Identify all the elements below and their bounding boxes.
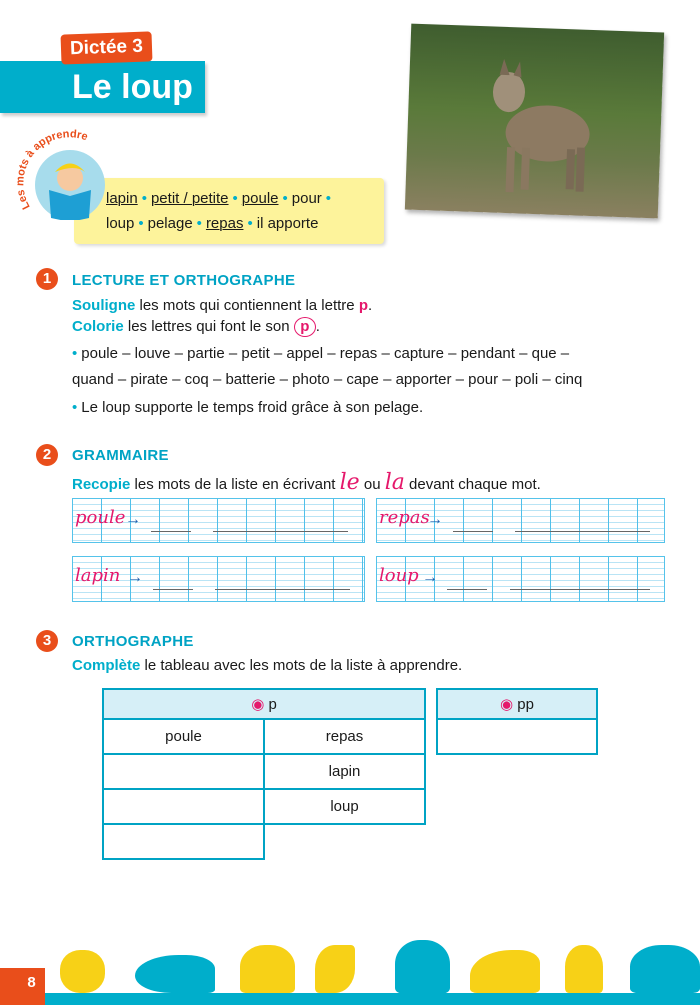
word-to-learn: pour bbox=[291, 190, 322, 207]
table-cell[interactable]: poule bbox=[103, 719, 264, 754]
page-title: Le loup bbox=[72, 68, 193, 106]
writing-area-loup[interactable]: loup → bbox=[376, 556, 665, 602]
section-number-2: 2 bbox=[36, 444, 58, 466]
bullet-separator: • bbox=[196, 215, 202, 232]
bullet-separator: • bbox=[325, 190, 332, 207]
page-number: 8 bbox=[0, 968, 45, 1005]
instruction-color: Colorie les lettres qui font le son p . bbox=[72, 318, 320, 335]
sentence: • Le loup supporte le temps froid grâce à son pelage. bbox=[72, 399, 424, 416]
word-to-learn: loup bbox=[106, 215, 135, 232]
word-to-learn: il apporte bbox=[256, 215, 319, 232]
eye-icon: ◉ bbox=[251, 696, 265, 713]
bullet-separator: • bbox=[282, 190, 288, 207]
table-pp bbox=[436, 688, 598, 755]
word-to-learn: poule bbox=[241, 190, 279, 207]
bullet-separator: • bbox=[247, 215, 253, 232]
table-p bbox=[102, 688, 426, 860]
table-cell[interactable]: lapin bbox=[264, 754, 425, 789]
writing-area-lapin[interactable]: lapin → bbox=[72, 556, 365, 602]
word-list-line-1: • poule – louve – partie – petit – appel – repas – capture – pendant – que – bbox=[72, 345, 570, 362]
wolf-image bbox=[475, 56, 600, 200]
table-cell[interactable] bbox=[437, 719, 597, 754]
instruction-complete: Complète le tableau avec les mots de la liste à apprendre. bbox=[72, 657, 463, 674]
bullet-separator: • bbox=[138, 215, 144, 232]
section-number-1: 1 bbox=[36, 268, 58, 290]
instruction-copy: Recopie les mots de la liste en écrivant le ou la devant chaque mot. bbox=[72, 470, 541, 495]
section-number-3: 3 bbox=[36, 630, 58, 652]
bullet-separator: • bbox=[141, 190, 147, 207]
table-cell[interactable]: loup bbox=[264, 789, 425, 824]
section-title-2: GRAMMAIRE bbox=[72, 447, 169, 464]
sound-p-badge: p bbox=[294, 317, 316, 337]
table-cell[interactable] bbox=[103, 754, 264, 789]
table-p-header: ◉ p bbox=[103, 689, 425, 719]
word-to-learn: lapin bbox=[106, 190, 138, 207]
dictation-tag: Dictée 3 bbox=[61, 31, 153, 64]
instruction-underline: Souligne les mots qui contiennent la lettre p. bbox=[72, 297, 373, 314]
section-title-3: ORTHOGRAPHE bbox=[72, 633, 194, 650]
words-to-learn-label bbox=[14, 120, 130, 230]
word-to-learn: pelage bbox=[147, 215, 193, 232]
word-to-learn: repas bbox=[205, 215, 244, 232]
table-pp-header: ◉ pp bbox=[437, 689, 597, 719]
word-list-line-2: quand – pirate – coq – batterie – photo – cape – apporter – pour – poli – cinq bbox=[72, 371, 583, 388]
eye-icon: ◉ bbox=[500, 696, 514, 713]
footer-strip bbox=[0, 993, 700, 1005]
writing-area-repas[interactable]: repas → bbox=[376, 498, 665, 543]
bullet-separator: • bbox=[232, 190, 238, 207]
writing-area-poule[interactable]: poule → bbox=[72, 498, 365, 543]
svg-text:Les mots à apprendre: Les mots à apprendre bbox=[14, 128, 90, 212]
table-cell[interactable]: repas bbox=[264, 719, 425, 754]
wolf-photo bbox=[405, 24, 664, 219]
table-cell[interactable] bbox=[103, 824, 264, 859]
table-cell[interactable] bbox=[103, 789, 264, 824]
section-title-1: LECTURE ET ORTHOGRAPHE bbox=[72, 272, 296, 289]
word-to-learn: petit / petite bbox=[150, 190, 229, 207]
